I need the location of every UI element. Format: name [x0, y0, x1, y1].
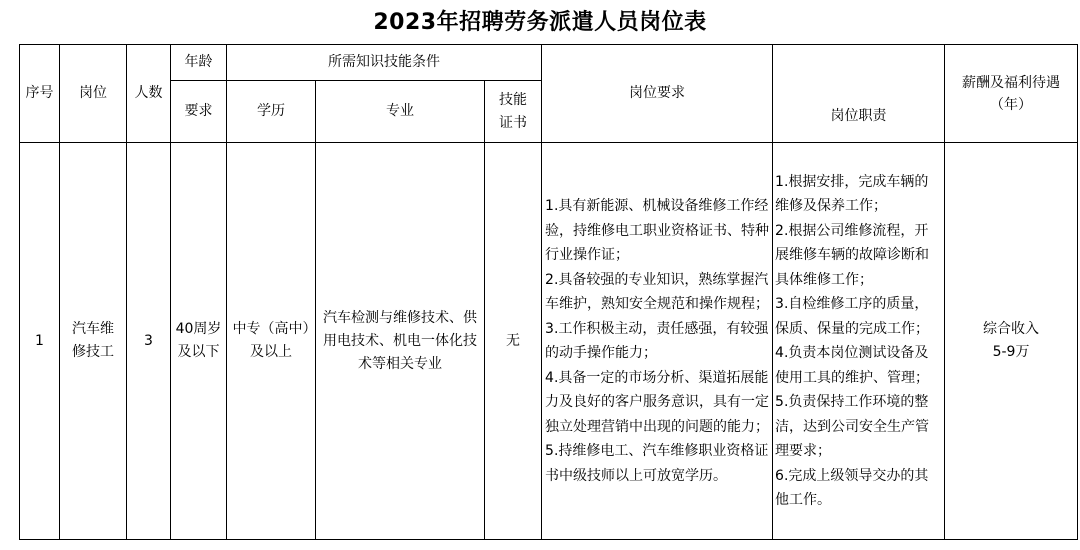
- requirement-item: 5.持维修电工、汽车维修职业资格证书中级技师以上可放宽学历。: [545, 443, 769, 484]
- header-salary: 薪酬及福利待遇（年）: [945, 45, 1078, 143]
- cell-duties: [773, 143, 945, 540]
- salary-range: 5-9万: [992, 344, 1030, 360]
- cell-cert: 无: [485, 143, 542, 540]
- cell-age: 40周岁及以下: [171, 143, 227, 540]
- header-seq: 序号: [20, 45, 60, 143]
- cell-education: 中专（高中）及以上: [227, 143, 316, 540]
- cell-count: 3: [127, 143, 171, 540]
- cell-salary: [945, 143, 1078, 540]
- header-duties: 岗位职责: [773, 45, 945, 143]
- header-cert: 技能证书: [485, 81, 542, 143]
- requirement-item: 4.具备一定的市场分析、渠道拓展能力及良好的客户服务意识，具有一定独立处理营销中出现的问题的能力；: [545, 369, 770, 435]
- header-age: 年龄: [171, 45, 227, 81]
- header-count: 人数: [127, 45, 171, 143]
- duty-item: 1.根据安排，完成车辆的维修及保养工作；: [775, 173, 929, 214]
- cell-seq: 1: [20, 143, 60, 540]
- header-age-req: 要求: [171, 81, 227, 143]
- header-skills: 所需知识技能条件: [227, 45, 542, 81]
- duty-item: 4.负责本岗位测试设备及使用工具的维护、管理；: [775, 345, 930, 386]
- duty-item: 5.负责保持工作环境的整洁，达到公司安全生产管理要求；: [775, 394, 930, 459]
- cell-major: 汽车检测与维修技术、供用电技术、机电一体化技术等相关专业: [316, 143, 485, 540]
- header-major: 专业: [316, 81, 485, 143]
- recruitment-table: [19, 44, 1078, 540]
- cell-position: 汽车维修技工: [60, 143, 127, 540]
- salary-label: 综合收入: [983, 321, 1040, 337]
- page-title: 2023年招聘劳务派遣人员岗位表: [373, 10, 707, 35]
- cell-requirements: [542, 143, 773, 540]
- requirement-item: 1.具有新能源、机械设备维修工作经验，持维修电工职业资格证书、特种行业操作证；: [545, 198, 770, 263]
- header-post-req: 岗位要求: [542, 45, 773, 143]
- duty-item: 3.自检维修工序的质量，保质、保量的完成工作；: [775, 296, 930, 337]
- header-education: 学历: [227, 81, 316, 143]
- header-position: 岗位: [60, 45, 127, 143]
- header-row-1: [20, 45, 1078, 81]
- requirement-item: 2.具备较强的专业知识，熟练掌握汽车维护，熟知安全规范和操作规程；: [545, 271, 770, 312]
- table-row: [20, 143, 1078, 540]
- duty-item: 2.根据公司维修流程，开展维修车辆的故障诊断和具体维修工作；: [775, 222, 930, 288]
- duty-item: 6.完成上级领导交办的其他工作。: [775, 467, 929, 508]
- requirement-item: 3.工作积极主动，责任感强，有较强的动手操作能力；: [545, 320, 769, 361]
